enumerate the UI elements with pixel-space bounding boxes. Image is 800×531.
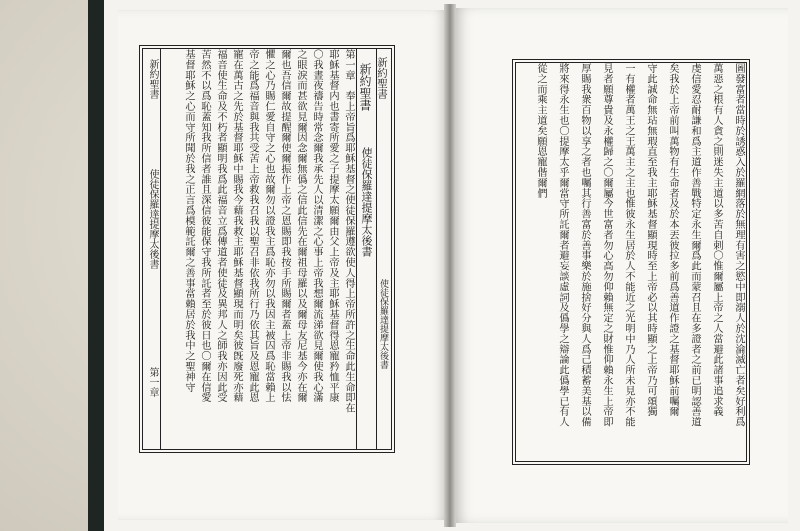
text-column: 寵在萬古之先於基督耶穌中賜我今藉我救主耶穌基督顯現而明矣彼旣廢死亦藉 <box>231 49 242 403</box>
text-column: 矣我於上帝前叫萬物有生命者及於本丟彼拉多前爲善道作證之基督耶穌前囑爾 <box>667 63 678 417</box>
text-column: 萬惡之根有人貪之則迷失主道以多苦自刺〇惟爾屬上帝之人當避此諸事追求義 <box>711 63 722 417</box>
text-column: 從之而乘主道矣願恩寵偕爾們 <box>535 63 546 199</box>
text-column: 基督耶穌之心而守所聞於我之正言爲模範託爾之善事當賴居於我中之聖神守 <box>183 49 194 393</box>
text-column: 苦然不以爲恥蓋知我所信者誰且深信彼能保守我所託者至於彼日也〇爾在信愛 <box>199 49 210 403</box>
text-column: 爾也吾信爾故提醒爾使爾振作上帝之恩賜即我按手所賜爾者蓋上帝非賜我以怯 <box>279 49 290 403</box>
text-column: 耶穌基督内也書寄所愛之子提摩太願爾由父上帝及主耶穌基督得恩寵矜恤平康 <box>327 49 338 403</box>
margin-rule <box>376 49 377 449</box>
text-column: 懼之心乃賜仁愛自守之心也故爾勿以證我主爲恥亦勿以我因主被囚爲恥當賴上 <box>263 49 274 403</box>
text-column: 虔信愛忍耐謙和爲主道作善戰特定永生爾爲此而蒙召且在多證者之前已明認善道 <box>689 63 700 427</box>
margin-book-name: 新約聖書 <box>376 57 388 99</box>
text-column: 圖發富者當時於誘惑入於羅網落於無理有害之慾中即溺人於沈淪滅亡者矣好利爲 <box>733 63 744 427</box>
text-column: 厚賜我衆百物以享之者也囑其行善富於善事樂於施捨好分與人爲己積蓄美基以備 <box>579 63 590 427</box>
left-margin-subtitle: 使徒保羅達提摩太後書 <box>147 169 158 269</box>
text-column: 福音使生命及不朽者顯明我爲此福音立爲傳道者使徒及異邦人之師我亦因此受 <box>215 49 226 403</box>
left-text-frame <box>142 48 392 450</box>
page-header-subtitle: 使徒保羅達提摩太後書 <box>360 147 373 257</box>
left-margin-chapter: 第一章 <box>147 367 158 397</box>
text-column: 守此誠命無玷無瑕直至我主耶穌基督顯現時至上帝必以其時顯之上帝乃可頌獨 <box>645 63 656 417</box>
text-column: 一有權者萬王之王萬主之主也惟彼永生居於人不能近之光明中乃人所未見亦不能 <box>623 63 634 427</box>
text-column: 〇我晝夜禱告時常念爾我承先人以清潔之心事上帝我想爾流涕欲見爾使我心滿 <box>311 49 322 403</box>
left-margin-rule <box>160 49 161 449</box>
text-column: 帝之能爲福音與我共受苦上帝救我召我以聖召非依我所行乃依其旨及恩寵此恩 <box>247 49 258 403</box>
text-column: 第一章 奉上帝旨爲耶穌基督之使徒保羅遵欲使人得上帝所許之生命此生命即在 <box>343 49 354 413</box>
margin-subtitle: 使徒保羅達提摩太後書 <box>378 279 388 369</box>
text-column: 見者願尊貴及永權歸之〇爾屬今世富者勿心高勿仰賴無定之財惟仰賴永生上帝即 <box>601 63 612 427</box>
right-text-frame <box>515 62 747 462</box>
text-column: 將來得永生也〇提摩太乎爾當守所託爾者避妄談虛詞及僞學之辯論此僞學已有人 <box>557 63 568 427</box>
page-header-title: 新約聖書 <box>358 63 372 111</box>
left-margin-book-name: 新約聖書 <box>147 59 158 99</box>
text-column: 之眼淚而甚欲見爾因念爾無僞之信此信先在爾祖母羅以及爾母友尼基今亦在爾 <box>295 49 306 403</box>
book-gutter <box>444 4 456 527</box>
